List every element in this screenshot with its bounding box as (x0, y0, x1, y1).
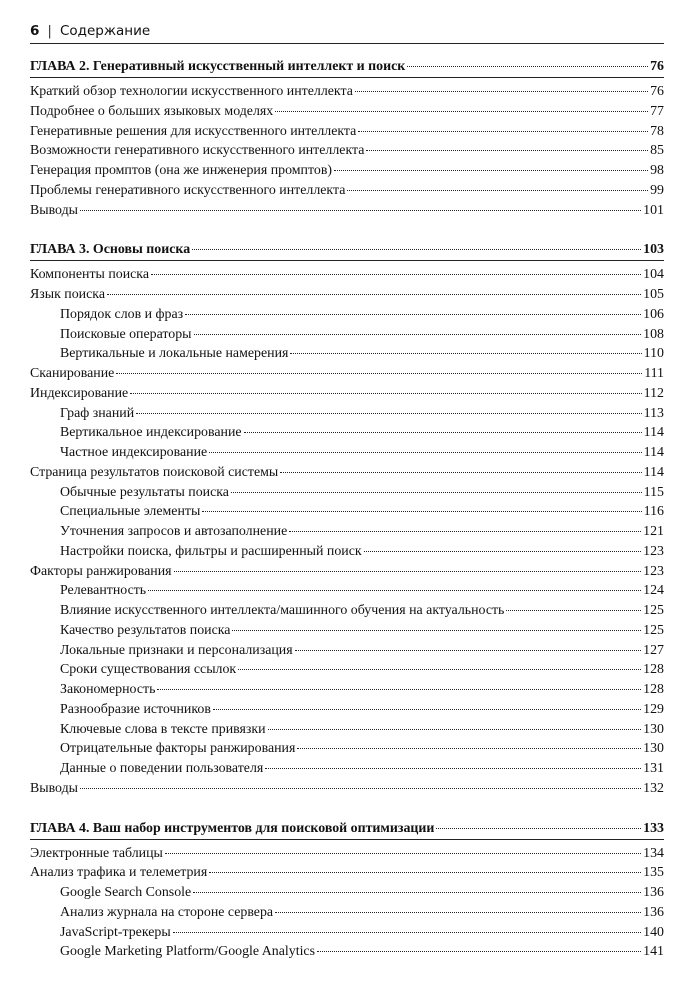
toc-section (30, 844, 664, 864)
toc-entry-title: Сроки существования ссылок (60, 662, 237, 678)
toc-section (30, 201, 664, 221)
toc-entry-title: Проблемы генеративного искусственного интеллекта (30, 182, 346, 198)
toc-entry-title: Google Marketing Platform/Google Analytics (60, 944, 316, 960)
toc-subsection (30, 305, 664, 325)
toc-entry-title: Уточнения запросов и автозаполнение (60, 524, 288, 539)
toc-subsection (30, 542, 664, 562)
toc-entry-title: Генеративные решения для искусственного интеллекта (30, 123, 357, 139)
toc-entry-title: Краткий обзор технологии искусственного интеллекта (30, 84, 353, 99)
dot-leader (232, 630, 641, 631)
dot-leader (280, 472, 641, 473)
dot-leader (244, 432, 642, 433)
page-number: 6 (30, 23, 40, 39)
toc-page-number: 123 (643, 563, 664, 579)
toc-subsection (30, 720, 664, 740)
toc-page-number: 128 (643, 682, 664, 697)
toc-page-number: 140 (643, 924, 664, 940)
toc-entry-title: Выводы (30, 202, 79, 218)
toc-entry-title: Выводы (30, 780, 79, 796)
dot-leader (80, 210, 641, 211)
toc-entry-title: Электронные таблицы (30, 845, 163, 861)
toc-page-number: 141 (643, 944, 664, 960)
toc-entry-title: JavaScript-трекеры (60, 924, 171, 940)
toc-subsection (30, 942, 664, 962)
toc-entry-title: ГЛАВА 3. Основы поиска (30, 242, 191, 258)
toc-page-number: 78 (650, 123, 664, 139)
toc-page-number: 116 (643, 504, 664, 520)
toc-page-number: 113 (643, 405, 664, 421)
toc-entry-title: Компоненты поиска (30, 267, 150, 283)
header-separator: | (47, 23, 52, 39)
toc-page-number: 114 (643, 425, 664, 441)
toc-entry-title: Сканирование (30, 366, 115, 381)
dot-leader (295, 650, 642, 651)
toc-subsection (30, 581, 664, 601)
toc-entry-title: Страница результатов поисковой системы (30, 464, 279, 480)
toc-page-number: 98 (650, 163, 664, 178)
toc-entry-title: Подробнее о больших языковых моделях (30, 103, 274, 119)
toc-subsection (30, 621, 664, 641)
toc-page-number: 125 (643, 622, 664, 638)
dot-leader (151, 274, 641, 275)
dot-leader (173, 932, 641, 933)
toc-page-number: 124 (643, 583, 664, 599)
toc-page-number: 108 (643, 326, 664, 342)
toc-entry-title: Google Search Console (60, 885, 192, 900)
toc-section (30, 562, 664, 582)
toc-section (30, 863, 664, 883)
toc-entry-title: Анализ журнала на стороне сервера (60, 904, 274, 920)
toc-page-number: 112 (643, 385, 664, 401)
toc-page-number: 131 (643, 761, 664, 776)
dot-leader (334, 170, 648, 171)
toc-subsection (30, 759, 664, 779)
chapter-spacer (30, 799, 664, 818)
toc-subsection (30, 443, 664, 463)
dot-leader (148, 590, 641, 591)
toc-section (30, 102, 664, 122)
toc-page-number: 101 (643, 202, 664, 218)
dot-leader (157, 689, 641, 690)
toc-section (30, 82, 664, 102)
toc-subsection (30, 522, 664, 542)
toc-subsection (30, 325, 664, 345)
toc-page-number: 114 (643, 464, 664, 480)
dot-leader (268, 729, 642, 730)
toc-entry-title: Закономерность (60, 682, 156, 697)
toc-entry-title: Ключевые слова в тексте привязки (60, 721, 266, 737)
toc-page-number: 132 (643, 780, 664, 796)
toc-page-number: 121 (643, 524, 664, 539)
toc-page-number: 136 (643, 885, 664, 900)
toc-page-number: 110 (643, 346, 664, 362)
toc-subsection (30, 404, 664, 424)
toc-subsection (30, 883, 664, 903)
dot-leader (193, 892, 641, 893)
toc-page-number: 85 (650, 143, 664, 159)
dot-leader (358, 131, 648, 132)
toc-section (30, 463, 664, 483)
chapter-spacer (30, 220, 664, 239)
toc-page-number: 76 (650, 84, 664, 99)
toc-entry-title: Специальные элементы (60, 504, 201, 520)
toc-subsection (30, 483, 664, 503)
toc-page-number: 128 (643, 662, 664, 678)
section-title: Содержание (59, 23, 151, 39)
chapter-heading (30, 818, 664, 840)
toc-page-number: 104 (643, 267, 664, 283)
toc-entry-title: Язык поиска (30, 287, 105, 302)
dot-leader (506, 610, 641, 611)
toc-entry-title: ГЛАВА 4. Ваш набор инструментов для поисковой оптимизации (30, 820, 435, 836)
dot-leader (366, 150, 648, 151)
dot-leader (289, 531, 641, 532)
dot-leader (107, 294, 641, 295)
toc-section (30, 161, 664, 181)
toc-entry-title: Вертикальное индексирование (60, 425, 242, 441)
toc-entry-title: Анализ трафика и телеметрия (30, 865, 208, 881)
toc-entry-title: Разнообразие источников (60, 701, 211, 717)
toc-entry-title: Граф знаний (60, 405, 135, 421)
toc-subsection (30, 680, 664, 700)
dot-leader (209, 452, 641, 453)
dot-leader (192, 249, 641, 250)
dot-leader (355, 91, 648, 92)
toc-section (30, 122, 664, 142)
chapter-heading (30, 239, 664, 261)
dot-leader (231, 492, 642, 493)
dot-leader (202, 511, 641, 512)
toc-page-number: 134 (643, 845, 664, 861)
toc-section (30, 265, 664, 285)
dot-leader (407, 66, 648, 67)
toc-subsection (30, 700, 664, 720)
dot-leader (364, 551, 642, 552)
dot-leader (290, 353, 641, 354)
toc-subsection (30, 739, 664, 759)
toc-entry-title: Релевантность (60, 583, 147, 599)
toc-entry-title: Локальные признаки и персонализация (60, 642, 293, 658)
toc-entry-title: ГЛАВА 2. Генеративный искусственный интеллект и поиск (30, 59, 406, 74)
toc-section (30, 364, 664, 384)
toc-entry-title: Влияние искусственного интеллекта/машинного обучения на актуальность (60, 603, 505, 618)
dot-leader (136, 413, 642, 414)
toc-entry-title: Факторы ранжирования (30, 563, 172, 579)
toc-subsection (30, 423, 664, 443)
toc-subsection (30, 660, 664, 680)
toc-page-number: 125 (643, 603, 664, 618)
toc-page-number: 114 (643, 445, 664, 460)
toc-entry-title: Индексирование (30, 385, 129, 401)
toc-entry-title: Порядок слов и фраз (60, 306, 184, 322)
toc-page-number: 103 (643, 242, 664, 258)
toc-entry-title: Поисковые операторы (60, 326, 192, 342)
toc-page-number: 123 (643, 543, 664, 559)
toc-section (30, 141, 664, 161)
toc-subsection (30, 641, 664, 661)
toc-subsection (30, 502, 664, 522)
dot-leader (317, 951, 641, 952)
toc-page-number: 111 (644, 366, 664, 381)
dot-leader (165, 853, 641, 854)
toc-section (30, 181, 664, 201)
dot-leader (80, 788, 641, 789)
toc-page-number: 130 (643, 741, 664, 757)
dot-leader (194, 334, 642, 335)
dot-leader (347, 190, 648, 191)
toc-page-number: 115 (643, 484, 664, 500)
toc-page-number: 136 (643, 904, 664, 920)
header-rule (30, 43, 664, 44)
toc-page-number: 105 (643, 287, 664, 302)
toc-page-number: 129 (643, 701, 664, 717)
dot-leader (297, 748, 641, 749)
toc-entry-title: Возможности генеративного искусственного интеллекта (30, 143, 365, 159)
toc-section (30, 384, 664, 404)
toc-entry-title: Вертикальные и локальные намерения (60, 346, 289, 362)
toc-entry-title: Настройки поиска, фильтры и расширенный поиск (60, 543, 362, 559)
toc-page-number: 127 (643, 642, 664, 658)
toc-entry-title: Отрицательные факторы ранжирования (60, 741, 296, 757)
toc-entry-title: Качество результатов поиска (60, 622, 231, 638)
dot-leader (213, 709, 641, 710)
toc-page-number: 76 (650, 59, 664, 74)
toc-section (30, 779, 664, 799)
dot-leader (185, 314, 641, 315)
toc-entry-title: Генерация промптов (она же инженерия промптов) (30, 163, 333, 178)
chapter-heading (30, 56, 664, 78)
toc-subsection (30, 344, 664, 364)
dot-leader (130, 393, 642, 394)
toc-subsection (30, 923, 664, 943)
toc-entry-title: Частное индексирование (60, 445, 208, 460)
toc-entry-title: Данные о поведении пользователя (60, 761, 264, 776)
dot-leader (275, 912, 641, 913)
toc-page-number: 106 (643, 306, 664, 322)
dot-leader (116, 373, 642, 374)
toc-page-number: 99 (650, 182, 664, 198)
table-of-contents (30, 56, 664, 962)
toc-page-number: 133 (643, 820, 664, 836)
running-header (30, 20, 664, 42)
toc-subsection (30, 903, 664, 923)
toc-page-number: 130 (643, 721, 664, 737)
dot-leader (265, 768, 641, 769)
toc-page-number: 77 (650, 103, 664, 119)
dot-leader (209, 872, 641, 873)
toc-section (30, 285, 664, 305)
dot-leader (436, 828, 641, 829)
dot-leader (174, 571, 642, 572)
dot-leader (238, 669, 641, 670)
toc-page-number: 135 (643, 865, 664, 881)
toc-entry-title: Обычные результаты поиска (60, 484, 229, 500)
dot-leader (275, 111, 648, 112)
toc-subsection (30, 601, 664, 621)
